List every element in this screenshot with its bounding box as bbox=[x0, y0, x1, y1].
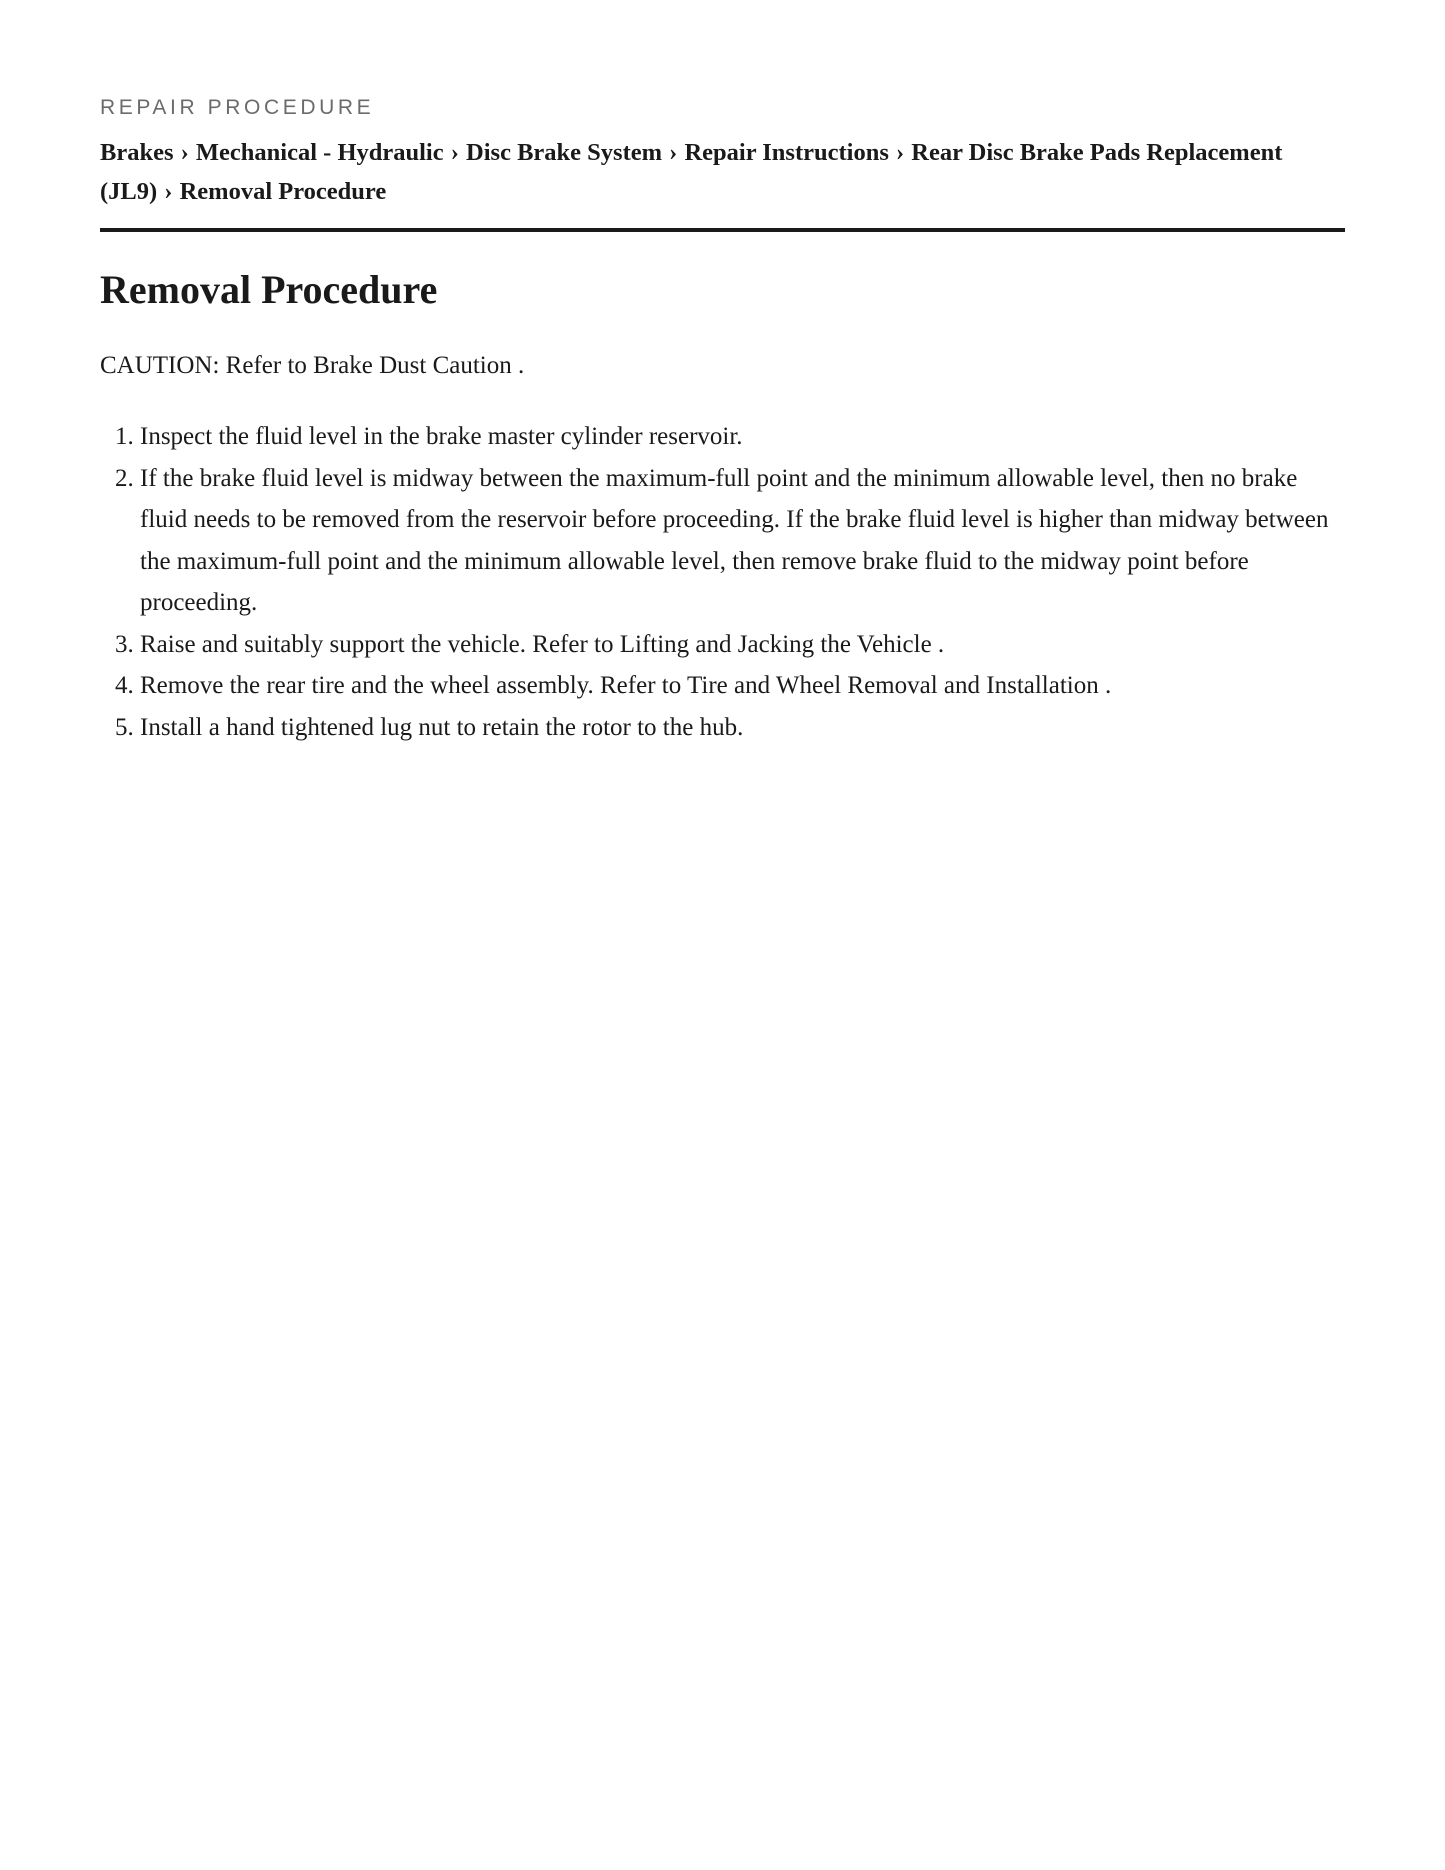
breadcrumb-separator: › bbox=[669, 139, 678, 166]
procedure-steps bbox=[100, 416, 1345, 748]
breadcrumb-separator: › bbox=[896, 139, 905, 166]
caution-note: CAUTION: Refer to Brake Dust Caution . bbox=[100, 352, 525, 379]
page-title: Removal Procedure bbox=[100, 267, 438, 312]
breadcrumb-item[interactable]: Disc Brake System bbox=[466, 139, 663, 166]
procedure-step: 5. Install a hand tightened lug nut to retain the rotor to the hub. bbox=[140, 707, 1345, 749]
breadcrumb bbox=[100, 133, 1345, 232]
breadcrumb-separator: › bbox=[164, 178, 173, 205]
breadcrumb-item[interactable]: Rear Disc Brake Pads Replacement (JL9) bbox=[100, 139, 1283, 205]
breadcrumb-item[interactable]: Repair Instructions bbox=[684, 139, 889, 166]
breadcrumb-item-current: Removal Procedure bbox=[179, 178, 387, 205]
section-kicker: REPAIR PROCEDURE bbox=[100, 96, 375, 119]
procedure-step: 3. Raise and suitably support the vehicle. Refer to Lifting and Jacking the Vehicle . bbox=[140, 624, 1345, 666]
document-page bbox=[100, 94, 1345, 748]
procedure-step: 1. Inspect the fluid level in the brake master cylinder reservoir. bbox=[140, 416, 1345, 458]
breadcrumb-separator: › bbox=[450, 139, 459, 166]
procedure-step: 4. Remove the rear tire and the wheel assembly. Refer to Tire and Wheel Removal and Installation . bbox=[140, 665, 1345, 707]
procedure-step: 2. If the brake fluid level is midway between the maximum-full point and the minimum allowable level, then no brake fluid needs to be removed from the reservoir before proceeding. If the brake fluid level is higher than midway between the maximum-full point and the minimum allowable level, then remove brake fluid to the midway point before proceeding. bbox=[140, 458, 1345, 624]
breadcrumb-item[interactable]: Mechanical - Hydraulic bbox=[195, 139, 444, 166]
breadcrumb-item[interactable]: Brakes bbox=[100, 139, 174, 166]
breadcrumb-separator: › bbox=[180, 139, 189, 166]
